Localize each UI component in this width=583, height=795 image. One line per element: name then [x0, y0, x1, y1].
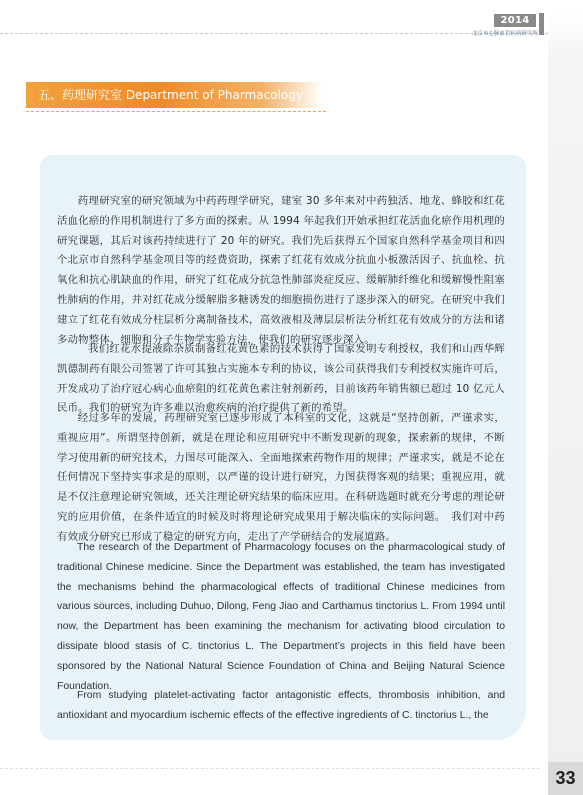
paragraph-intro: 药理研究室的研究领域为中药药理学研究，建室 30 多年来对中药独活、地龙、蜂胶和红花活血化瘀的作用机制进行了多方面的探索。从 1994 年起我们开始承担红花活血化瘀作用机理的研究课题，其后对该药持续进行了 20 年的研究。我们先后获得五个国家自然科学基金项目和四个北京市自然科学基金项目等的经费资助，探索了红花有效成分抗血小板激活因子、抗血栓、抗氧化和抗心肌缺血的作用，研究了红花成分抗急性肺部炎症反应、缓解肺纤维化和缓解慢性阻塞性肺病的作用，并对红花成分缓解脂多糖诱发的细胞损伤进行了逐步深入的研究。在研究中我们建立了红花有效成分柱层析分离制备技术，高效液相及薄层层析法分析红花有效成分的方法和诸多动物整体、细胞和分子生物学实验方法，使我们的研究逐步深入。 [57, 195, 505, 346]
paragraph-culture: 经过多年的发展，药理研究室已逐步形成了本科室的文化，这就是“坚持创新，严谨求实，重视应用”。所谓坚持创新，就是在理论和应用研究中不断发现新的现象，探索新的规律，不断学习使用新的研究技术，力图尽可能深入、全面地探索药物作用的规律；严谨求实，就是不论在任何情况下坚持实事求是的原则，以严谨的设计进行研究，力图获得客观的结果；重视应用，就是不仅注意理论研究领域，还关注理论研究结果的临床应用。在科研选题时就充分考虑的理论研究的应用价值，在条件适宜的时候及时将理论研究成果用于解决临床的实际问题。 我们对中药有效成分研究已形成了稳定的研究方向，走出了产学研结合的发展道路。 [57, 412, 505, 543]
section-title-banner [26, 82, 322, 108]
paragraph-english-research: The research of the Department of Pharmacology focuses on the pharmacological study of traditional Chinese medicine. Since the Department was established, the team has investigated the mechanisms behind the pharmacological effects of traditional Chinese medicines from various sources, including Duhuo, Dilong, Feng Jiao and Carthamus tinctorius L. From 1994 until now, the Department has been examining the mechanism for activating blood circulation to dissipate blood stasis of C. tinctorius L. The Department’s projects in this field have been sponsored by the National Natural Science Foundation of China and Beijing Natural Science Foundation. [57, 542, 505, 692]
paragraph-patent: 我们红花水提液除杂质制备红花黄色素的技术获得了国家发明专利授权，我们和山西华辉凯德制药有限公司签署了许可其独占实施本专利的协议，该公司获得我们专利授权实施许可后，开发成功了治疗冠心病心血瘀阻的红花黄色素注射剂新药，目前该药年销售额已超过 10 亿元人民币。我们的研究为许多难以治愈疾病的治疗提供了新的希望。 [57, 343, 505, 415]
organization-name: 北京市心肺血管疾病研究所 [471, 31, 538, 37]
section-title: 五、药理研究室 Department of Pharmacology [38, 88, 303, 102]
section-dashed-rule [26, 111, 326, 112]
year-badge: 2014 [494, 14, 536, 27]
paragraph-english-studies: From studying platelet-activating factor antagonistic effects, thrombosis inhibition, and antioxidant and myocardium ischemic effects of the effective ingredients of C. tinctorius L., the [57, 690, 505, 721]
page-edge-bar [548, 13, 583, 795]
content-panel [40, 155, 526, 740]
bottom-dashed-rule [0, 768, 540, 769]
header-marker-bar [539, 13, 544, 35]
page-number: 33 [555, 768, 576, 788]
